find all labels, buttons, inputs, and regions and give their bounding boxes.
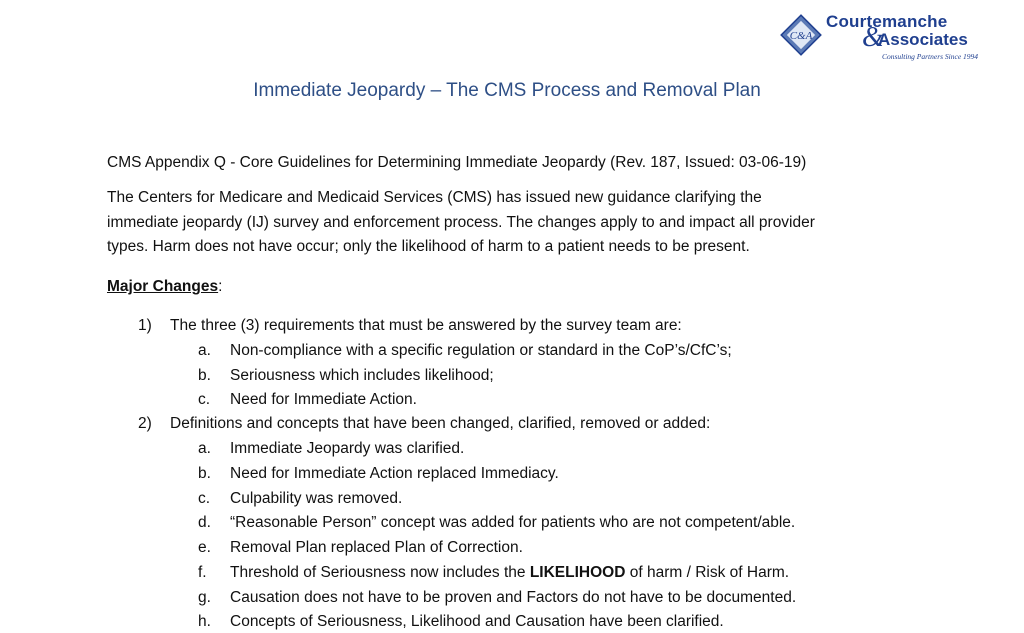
logo-mark-letters: C&A: [789, 30, 813, 42]
sub-list-marker: f.: [198, 564, 207, 581]
sub-list-item-text: Seriousness which includes likelihood;: [230, 367, 494, 384]
sub-list-item-text: [230, 564, 789, 582]
sub-list-marker: b.: [198, 367, 211, 384]
list-marker: 2): [138, 415, 152, 432]
major-changes-heading: [107, 278, 222, 296]
intro-paragraph: [107, 186, 907, 260]
sub-list-item-text: Culpability was removed.: [230, 490, 403, 507]
sub-list-item-text: Immediate Jeopardy was clarified.: [230, 440, 465, 457]
sub-list-marker: c.: [198, 490, 211, 507]
sub-list-marker: g.: [198, 589, 211, 606]
document-subhead: CMS Appendix Q - Core Guidelines for Determining Immediate Jeopardy (Rev. 187, Issued: 03-06-19): [107, 154, 807, 171]
company-logo: [778, 10, 1008, 70]
logo-diamond-icon: [778, 12, 824, 58]
sub-list-item-text: Removal Plan replaced Plan of Correction.: [230, 539, 523, 556]
sub-list-item-text: “Reasonable Person” concept was added for patients who are not competent/able.: [230, 514, 796, 531]
sub-list-marker: a.: [198, 440, 211, 457]
sub-list-item-text: Concepts of Seriousness, Likelihood and Causation have been clarified.: [230, 613, 724, 630]
text-before: Threshold of Seriousness now includes the: [230, 564, 530, 581]
text-after: of harm / Risk of Harm.: [625, 564, 790, 581]
logo-ampersand: &: [862, 22, 884, 53]
major-changes-label: Major Changes: [107, 278, 219, 295]
logo-tagline: Consulting Partners Since 1994: [882, 52, 979, 61]
logo-name-line2: Associates: [878, 30, 968, 49]
emphasis-text: LIKELIHOOD: [529, 564, 626, 581]
list-item-text: The three (3) requirements that must be answered by the survey team are:: [170, 317, 682, 334]
sub-list-item-text: Need for Immediate Action.: [230, 391, 417, 408]
logo-name-line1: Courtemanche: [826, 12, 948, 31]
intro-line: immediate jeopardy (IJ) survey and enforcement process. The changes apply to and impact all provider: [107, 213, 815, 231]
intro-line: types. Harm does not have occur; only the likelihood of harm to a patient needs to be present.: [107, 238, 750, 255]
sub-list-item-text: Non-compliance with a specific regulation or standard in the CoP’s/CfC’s;: [230, 342, 732, 359]
intro-line: The Centers for Medicare and Medicaid Services (CMS) has issued new guidance clarifying the: [107, 189, 762, 206]
sub-list-item-text: Need for Immediate Action replaced Immediacy.: [230, 465, 559, 482]
sub-list-marker: h.: [198, 613, 211, 630]
list-item-text: Definitions and concepts that have been changed, clarified, removed or added:: [170, 415, 711, 432]
sub-list-marker: b.: [198, 465, 211, 482]
sub-list-marker: e.: [198, 539, 211, 556]
sub-list-item-text: Causation does not have to be proven and Factors do not have to be documented.: [230, 589, 797, 606]
page-title: Immediate Jeopardy – The CMS Process and Removal Plan: [253, 80, 761, 101]
sub-list-marker: c.: [198, 391, 211, 408]
sub-list-marker: d.: [198, 514, 211, 531]
sub-list-marker: a.: [198, 342, 211, 359]
list-marker: 1): [138, 317, 152, 334]
major-changes-colon: :: [218, 278, 223, 295]
